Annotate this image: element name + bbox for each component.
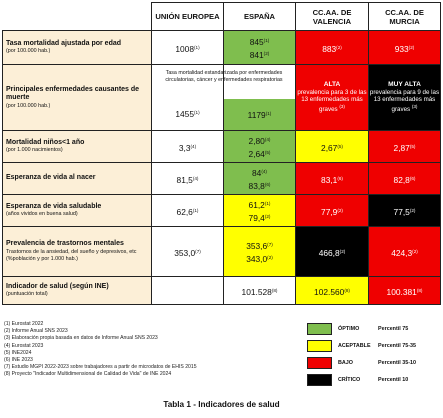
cell-valencia: ALTA prevalencia para 3 de las 13 enfermedades más graves $^{(3)}$ xyxy=(296,65,369,131)
cell-ue: 1455$^{(1)}$ xyxy=(152,65,224,131)
cell-es: 353,6$^{(7)}$ 343,0$^{(2)}$ xyxy=(224,227,296,277)
cell-valencia: 466,8$^{(2)}$ xyxy=(296,227,369,277)
row-title: Esperanza de vida saludable xyxy=(6,202,102,210)
legend-category: ACEPTABLE xyxy=(338,342,371,349)
row-title: Prevalencia de trastornos mentales xyxy=(6,240,124,248)
row-subtitle: (años vividos en buena salud) xyxy=(6,211,78,218)
row-mortality xyxy=(3,31,441,65)
footnotes xyxy=(4,321,294,379)
row-subtitle: (por 1.000 nacimientos) xyxy=(6,147,63,154)
cell-murcia: 933$^{(2)}$ xyxy=(369,31,441,65)
row-label xyxy=(3,163,152,195)
cell-es: 1179$^{(1)}$ xyxy=(224,65,296,131)
legend-category: ÓPTIMO xyxy=(338,325,360,332)
legend-percentile: Percentil 10 xyxy=(378,376,409,383)
header-es: ESPAÑA xyxy=(224,3,296,31)
cell-ue: 81,5$^{(4)}$ xyxy=(152,163,224,195)
footnote: (1) Eurostat 2022 xyxy=(4,321,44,327)
footnote: (8) Proyecto "Indicador Multidimensional de Calidad de Vida" de INE 2024 xyxy=(4,371,172,378)
row-subtitle: (por 100.000 hab.) xyxy=(6,102,51,109)
cell-es: 845$^{(1)}$ 841$^{(2)}$ xyxy=(224,31,296,65)
legend-item-bajo xyxy=(307,354,443,371)
row-label xyxy=(3,131,152,163)
header-murcia: CC.AA. DE MURCIA xyxy=(369,3,441,31)
row-health-index xyxy=(3,277,441,305)
footnote: (4) Eurostat 2023 xyxy=(4,342,44,349)
murcia-level: MUY ALTA xyxy=(388,81,421,89)
valencia-level: ALTA xyxy=(323,81,341,89)
header-ue: UNIÓN EUROPEA xyxy=(152,3,224,31)
cell-valencia: 77,9$^{(2)}$ xyxy=(296,195,369,227)
cell-es: 84$^{(4)}$ 83,8$^{(6)}$ xyxy=(224,163,296,195)
row-title: Esperanza de vida al nacer xyxy=(6,174,96,182)
row-label xyxy=(3,277,152,305)
legend-item-optimo xyxy=(307,320,443,337)
row-label xyxy=(3,195,152,227)
row-label xyxy=(3,227,152,277)
cell-valencia: 2,67$^{(5)}$ xyxy=(296,131,369,163)
cell-valencia: 883$^{(2)}$ xyxy=(296,31,369,65)
health-indicators-table xyxy=(2,2,441,305)
legend-item-critico xyxy=(307,371,443,388)
cell-ue: 3,3$^{(4)}$ xyxy=(152,131,224,163)
legend-percentile: Percentil 75-35 xyxy=(378,342,417,349)
row-title: Mortalidad niños<1 año xyxy=(6,138,85,146)
legend-percentile: Percentil 75 xyxy=(378,325,409,332)
header-row xyxy=(3,3,441,31)
row-life-expectancy xyxy=(3,163,441,195)
footnote: (2) Informe Anual SNS 2023 xyxy=(4,328,68,335)
cell-ue xyxy=(152,277,224,305)
footnote: (7) Estudio MGPI 2022-2023 sobre trabajadores a partir de microdatos de EHIS 2015 xyxy=(4,364,197,371)
legend-category: BAJO xyxy=(338,359,353,366)
cell-murcia: MUY ALTA prevalencia para 9 de las 13 enfermedades más graves $^{(3)}$ xyxy=(369,65,441,131)
cell-murcia: 100.381$^{(8)}$ xyxy=(369,277,441,305)
cell-es: 61,2$^{(1)}$ 79,4$^{(2)}$ xyxy=(224,195,296,227)
row-infant-mortality xyxy=(3,131,441,163)
legend-category: CRÍTICO xyxy=(338,376,361,383)
row-label xyxy=(3,31,152,65)
cell-murcia: 77,5$^{(2)}$ xyxy=(369,195,441,227)
footnote: (3) Elaboración propia basada en datos de Informe Anual SNS 2023 xyxy=(4,335,158,342)
row-label xyxy=(3,65,152,131)
footnote: (5) INE2024 xyxy=(4,349,32,356)
header-blank xyxy=(3,3,152,31)
cell-valencia: 83,1$^{(6)}$ xyxy=(296,163,369,195)
diseases-note: Tasa mortalidad estandarizada por enfermedades circulatorias, cáncer y enfermedades respiratorias xyxy=(165,70,283,83)
cell-murcia: 2,87$^{(5)}$ xyxy=(369,131,441,163)
header-valencia: CC.AA. DE VALENCIA xyxy=(296,3,369,31)
row-title: Principales enfermedades causantes de muerte xyxy=(6,85,140,102)
row-title: Tasa mortalidad ajustada por edad xyxy=(6,39,122,47)
cell-valencia: 102.560$^{(8)}$ xyxy=(296,277,369,305)
legend-item-aceptable xyxy=(307,337,443,354)
cell-es: 2,80$^{(4)}$ 2,64$^{(5)}$ xyxy=(224,131,296,163)
row-subtitle: Trastornos de la ansiedad, del sueño y depresivos, etc (%población y por 1.000 hab.) xyxy=(6,248,137,262)
cell-ue: 353,0$^{(7)}$ xyxy=(152,227,224,277)
color-legend xyxy=(307,320,443,388)
footnote: (6) INE 2023 xyxy=(4,357,33,364)
row-mental-disorders xyxy=(3,227,441,277)
legend-percentile: Percentil 35-10 xyxy=(378,359,417,366)
row-healthy-life xyxy=(3,195,441,227)
cell-murcia: 82,8$^{(6)}$ xyxy=(369,163,441,195)
legend-swatch xyxy=(307,374,332,386)
cell-murcia: 424,3$^{(2)}$ xyxy=(369,227,441,277)
row-subtitle: (puntuación total) xyxy=(6,291,48,298)
row-title: Indicador de salud (según INE) xyxy=(6,282,109,290)
legend-swatch xyxy=(307,323,332,335)
cell-ue: 1008$^{(1)}$ xyxy=(152,31,224,65)
legend-swatch xyxy=(307,340,332,352)
row-subtitle: (por 100.000 hab.) xyxy=(6,48,51,55)
legend-swatch xyxy=(307,357,332,369)
cell-ue: 62,6$^{(1)}$ xyxy=(152,195,224,227)
table-caption: Tabla 1 - Indicadores de salud xyxy=(163,400,280,409)
cell-es: 101.528$^{(8)}$ xyxy=(224,277,296,305)
